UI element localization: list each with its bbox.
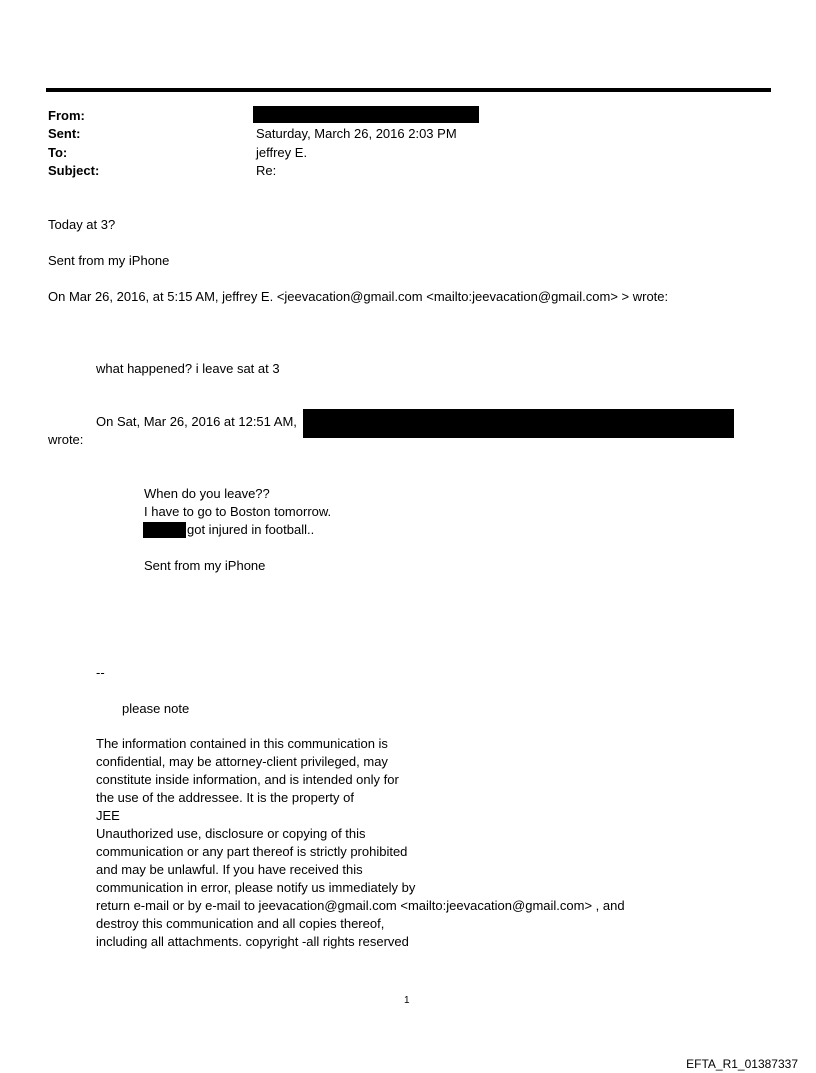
nested-signature: Sent from my iPhone: [144, 558, 266, 573]
quote-header: On Mar 26, 2016, at 5:15 AM, jeffrey E. <jeevacation@gmail.com <mailto:jeevacation@gmail.com> > wrote:: [48, 289, 669, 304]
reply-text: Today at 3?: [48, 217, 116, 232]
disclaimer-line: including all attachments. copyright -all rights reserved: [96, 934, 409, 949]
subject-label: Subject:: [48, 163, 100, 178]
subject-value: Re:: [256, 163, 277, 178]
nested-quote-wrote: wrote:: [48, 432, 84, 447]
disclaimer-line: confidential, may be attorney-client privileged, may: [96, 754, 388, 769]
nested-quote-header: On Sat, Mar 26, 2016 at 12:51 AM,: [96, 414, 297, 429]
from-label: From:: [48, 108, 85, 123]
reply-signature: Sent from my iPhone: [48, 253, 170, 268]
disclaimer-line: destroy this communication and all copies thereof,: [96, 916, 385, 931]
disclaimer-line: the use of the addressee. It is the property of: [96, 790, 354, 805]
nested-sender-redaction: [303, 409, 734, 438]
header-rule: [46, 88, 771, 92]
disclaimer-line: return e-mail or by e-mail to jeevacation@gmail.com <mailto:jeevacation@gmail.com> , and: [96, 898, 625, 913]
disclaimer-line: communication or any part thereof is strictly prohibited: [96, 844, 408, 859]
disclaimer-line: communication in error, please notify us immediately by: [96, 880, 416, 895]
disclaimer-line: and may be unlawful. If you have received this: [96, 862, 363, 877]
signature-separator: --: [96, 665, 105, 680]
quoted-reply: what happened? i leave sat at 3: [96, 361, 280, 376]
nested-line-3: got injured in football..: [187, 522, 315, 537]
page-number: 1: [404, 995, 410, 1006]
from-redaction: [253, 106, 479, 123]
disclaimer-line: Unauthorized use, disclosure or copying of this: [96, 826, 366, 841]
to-label: To:: [48, 145, 68, 160]
nested-line-1: When do you leave??: [144, 486, 270, 501]
sent-value: Saturday, March 26, 2016 2:03 PM: [256, 126, 457, 141]
to-value: jeffrey E.: [256, 145, 308, 160]
disclaimer-line: constitute inside information, and is intended only for: [96, 772, 399, 787]
nested-line-2: I have to go to Boston tomorrow.: [144, 504, 332, 519]
disclaimer-line: JEE: [96, 808, 120, 823]
disclaimer-block: [96, 735, 625, 951]
disclaimer-line: The information contained in this communication is: [96, 736, 388, 751]
sent-label: Sent:: [48, 126, 81, 141]
please-note: please note: [122, 701, 190, 716]
name-redaction: [143, 522, 186, 538]
document-id-footer: EFTA_R1_01387337: [686, 1057, 798, 1071]
